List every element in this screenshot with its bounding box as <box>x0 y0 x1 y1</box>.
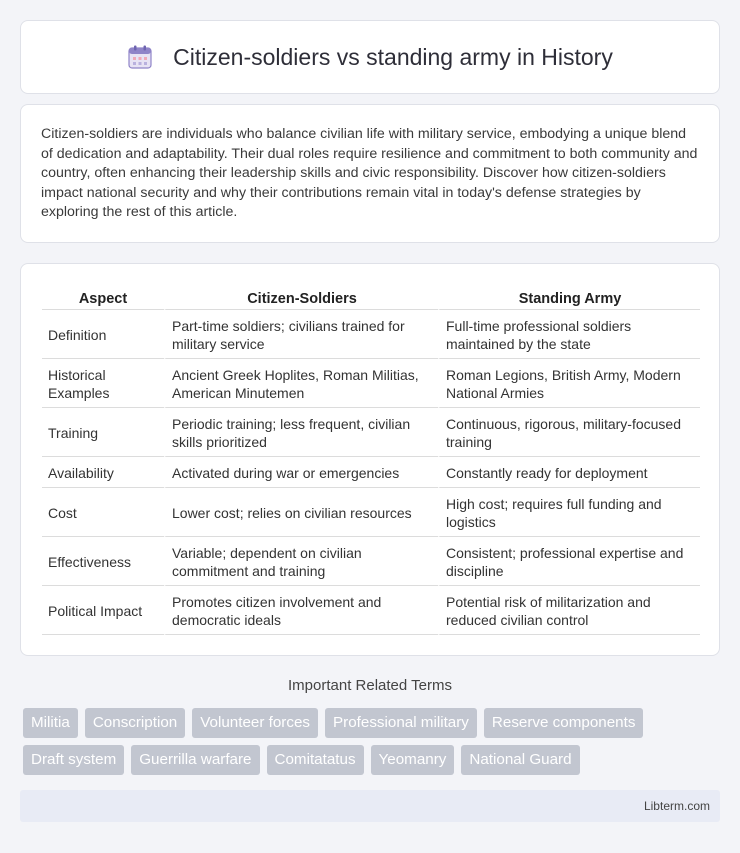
cell-aspect: Training <box>42 408 164 457</box>
calendar-icon <box>127 44 153 70</box>
cell-citizen: Ancient Greek Hoplites, Roman Militias, American Minutemen <box>164 359 438 408</box>
intro-card <box>20 104 720 243</box>
cell-aspect: Political Impact <box>42 586 164 635</box>
header-aspect: Aspect <box>42 284 164 310</box>
tag-row <box>23 708 723 738</box>
cell-citizen: Variable; dependent on civilian commitment and training <box>164 537 438 586</box>
tag-professional-military[interactable]: Professional military <box>325 708 477 738</box>
cell-aspect: Effectiveness <box>42 537 164 586</box>
cell-standing: Full-time professional soldiers maintained by the state <box>438 310 700 359</box>
intro-text: Citizen-soldiers are individuals who balance civilian life with military service, embodying a unique blend of dedication and adaptability. Their dual roles require resilience and commitment to both community and country, often enhancing their leadership skills and civic responsibility. Discover how citizen-soldiers impact national security and why their contributions remain vital in today's defense strategies by exploring the rest of this article. <box>41 126 698 221</box>
tag-volunteer-forces[interactable]: Volunteer forces <box>192 708 318 738</box>
tag-guerrilla-warfare[interactable]: Guerrilla warfare <box>131 745 259 775</box>
cell-standing: Potential risk of militarization and reduced civilian control <box>438 586 700 635</box>
tag-conscription[interactable]: Conscription <box>85 708 185 738</box>
cell-standing: Continuous, rigorous, military-focused training <box>438 408 700 457</box>
header-citizen-soldiers: Citizen-Soldiers <box>164 284 438 310</box>
tag-reserve-components[interactable]: Reserve components <box>484 708 644 738</box>
cell-citizen: Activated during war or emergencies <box>164 457 438 488</box>
cell-standing: Consistent; professional expertise and discipline <box>438 537 700 586</box>
table-row <box>42 359 700 408</box>
footer-source[interactable]: Libterm.com <box>643 799 710 813</box>
table-row <box>42 457 700 488</box>
tag-row <box>23 745 723 775</box>
cell-citizen: Lower cost; relies on civilian resources <box>164 488 438 537</box>
tag-militia[interactable]: Militia <box>23 708 78 738</box>
cell-aspect: Availability <box>42 457 164 488</box>
header-standing-army: Standing Army <box>438 284 700 310</box>
cell-citizen: Part-time soldiers; civilians trained for military service <box>164 310 438 359</box>
related-terms-tags <box>23 708 723 782</box>
tag-yeomanry[interactable]: Yeomanry <box>371 745 455 775</box>
cell-standing: High cost; requires full funding and logistics <box>438 488 700 537</box>
header-card <box>20 20 720 94</box>
table-header-row <box>42 284 700 310</box>
cell-citizen: Promotes citizen involvement and democratic ideals <box>164 586 438 635</box>
comparison-table-card <box>20 263 720 656</box>
cell-standing: Constantly ready for deployment <box>438 457 700 488</box>
cell-aspect: Definition <box>42 310 164 359</box>
table-row <box>42 408 700 457</box>
related-terms-title: Important Related Terms <box>288 677 452 694</box>
table-row <box>42 586 700 635</box>
cell-aspect: Cost <box>42 488 164 537</box>
table-row <box>42 537 700 586</box>
table-row <box>42 488 700 537</box>
cell-aspect: Historical Examples <box>42 359 164 408</box>
table-row <box>42 310 700 359</box>
tag-draft-system[interactable]: Draft system <box>23 745 124 775</box>
page-title: Citizen-soldiers vs standing army in History <box>173 43 613 70</box>
comparison-table <box>42 284 700 635</box>
cell-citizen: Periodic training; less frequent, civilian skills prioritized <box>164 408 438 457</box>
cell-standing: Roman Legions, British Army, Modern National Armies <box>438 359 700 408</box>
tag-national-guard[interactable]: National Guard <box>461 745 579 775</box>
footer <box>20 790 720 822</box>
tag-comitatatus[interactable]: Comitatatus <box>267 745 364 775</box>
